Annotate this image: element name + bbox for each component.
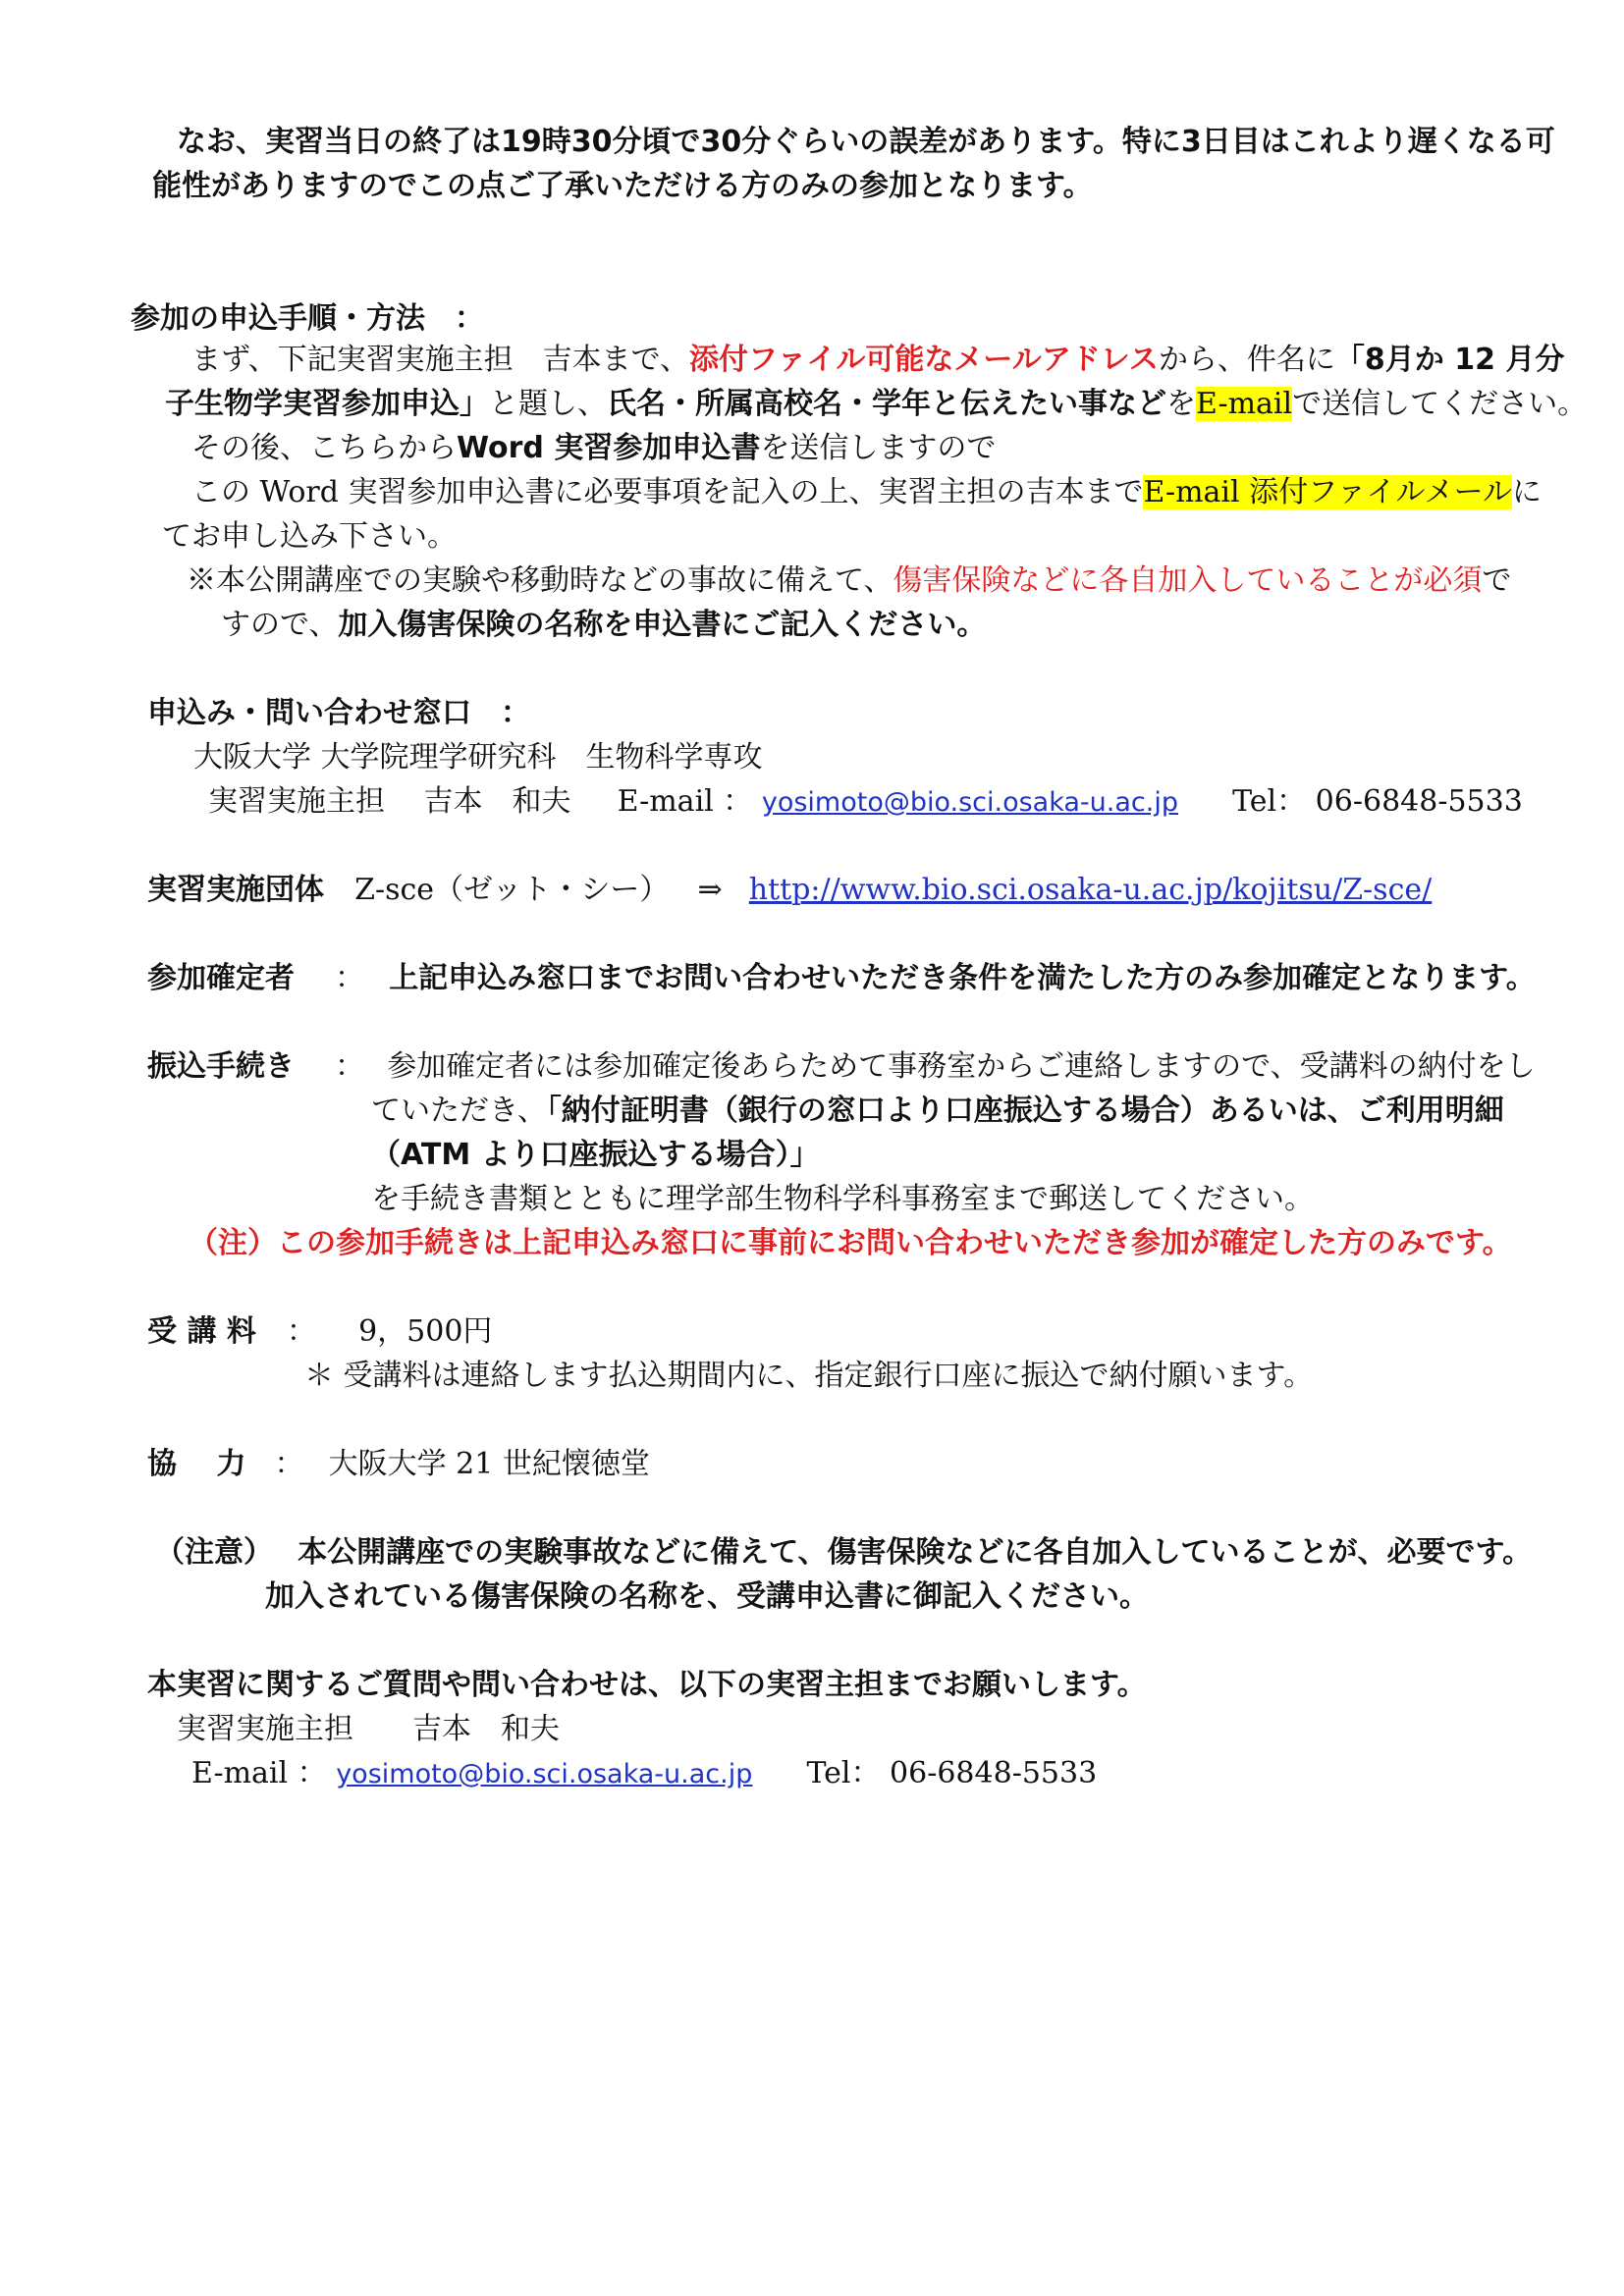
confirmed-colon: ： [335, 961, 365, 995]
inquiry-email-link[interactable]: yosimoto@bio.sci.osaka-u.ac.jp [336, 1759, 753, 1789]
group-line [147, 869, 1432, 912]
apply-line-4-text-b: に [1512, 475, 1543, 509]
group-url-link[interactable]: http://www.bio.sci.osaka-u.ac.jp/kojitsu/Z-sce/ [748, 873, 1433, 907]
apply-required-fields: 氏名・所属高校名・学年と伝えたい事など [607, 387, 1166, 421]
fee-amount: 9，500円 [358, 1314, 493, 1349]
caution-text-1: 本公開講座での実験事故などに備えて、傷害保険などに各自加入していることが、必要です。 [298, 1535, 1533, 1570]
apply-form-name: Word 実習参加申込書 [457, 431, 761, 465]
apply-line-6-text-b: で [1482, 563, 1512, 598]
apply-insurance-required: 傷害保険などに各自加入していることが必須 [893, 563, 1483, 598]
arrow-icon: ⇒ [697, 873, 723, 907]
apply-email-requirement: 添付ファイル可能なメールアドレス [689, 343, 1159, 377]
transfer-certificate: 「納付証明書（銀行の窓口より口座振込する場合）あるいは、ご利用明細 [546, 1094, 1504, 1128]
apply-line-5: てお申し込み下さい。 [162, 519, 457, 554]
contact-person: 実習実施主担 吉本 和夫 [208, 784, 571, 819]
cooperation-label: 協 力 [147, 1447, 246, 1481]
group-label: 実習実施団体 [147, 873, 324, 907]
cooperation-text: 大阪大学 21 世紀懐徳堂 [328, 1447, 650, 1481]
apply-line-1 [191, 339, 1564, 382]
fee-note: ＊ 受講料は連絡します払込期間内に、指定銀行口座に振込で納付願います。 [304, 1359, 1314, 1393]
apply-subject-start: 「8月か 12 月分 [1334, 343, 1565, 377]
inquiry-tel-label: Tel： [806, 1756, 881, 1790]
apply-line-2-text: と題し、 [489, 387, 607, 421]
apply-heading: 参加の申込手順・方法 ： [131, 301, 484, 336]
contact-heading: 申込み・問い合わせ窓口 ： [147, 696, 530, 730]
transfer-line-4: を手続き書類とともに理学部生物科学科事務室まで郵送してください。 [371, 1182, 1314, 1216]
fee-line [147, 1310, 492, 1354]
apply-line-2-text-b: を [1166, 387, 1196, 421]
transfer-line-2 [371, 1090, 1504, 1133]
inquiry-heading: 本実習に関するご質問や問い合わせは、以下の実習主担までお願いします。 [147, 1668, 1147, 1702]
apply-line-2 [165, 383, 1587, 426]
caution-label: （注意） [155, 1535, 273, 1570]
contact-tel: 06-6848-5533 [1315, 784, 1523, 819]
apply-line-6 [187, 560, 1511, 603]
notice-line-2: 能性がありますのでこの点ご了承いただける方のみの参加となります。 [152, 169, 1093, 203]
notice-line-1: なお、実習当日の終了は19時30分頃で30分ぐらいの誤差があります。特に3日目はこれより遅くなる可 [177, 125, 1555, 159]
apply-line-3 [191, 427, 996, 470]
caution-line-2: 加入されている傷害保険の名称を、受講申込書に御記入ください。 [265, 1579, 1149, 1614]
apply-line-6-text: ※本公開講座での実験や移動時などの事故に備えて、 [187, 563, 893, 598]
contact-organization: 大阪大学 大学院理学研究科 生物科学専攻 [193, 740, 763, 774]
fee-label: 受 講 料 [147, 1314, 256, 1349]
transfer-text-1: 参加確定者には参加確定後あらためて事務室からご連絡しますので、受講料の納付をし [387, 1049, 1536, 1084]
confirmed-text: 上記申込み窓口までお問い合わせいただき条件を満たした方のみ参加確定となります。 [389, 961, 1536, 995]
apply-line-3-text: その後、こちらから [191, 431, 457, 465]
apply-line-1-text: まず、下記実習実施主担 吉本まで、 [191, 343, 689, 377]
apply-line-7 [221, 604, 986, 647]
apply-line-3-text-b: を送信しますので [760, 431, 997, 465]
apply-insurance-instruction: 加入傷害保険の名称を申込書にご記入ください。 [338, 608, 987, 642]
caution-line-1 [155, 1531, 1532, 1575]
transfer-colon: ： [335, 1049, 365, 1084]
group-name: Z-sce（ゼット・シー） [354, 873, 670, 907]
transfer-line-1 [147, 1045, 1536, 1089]
apply-line-7-text: すので、 [221, 608, 339, 642]
contact-line [208, 780, 1523, 825]
cooperation-colon: ： [274, 1447, 304, 1481]
apply-line-2-text-c: で送信してください。 [1292, 387, 1588, 421]
apply-line-1-text-b: から、件名に [1158, 343, 1335, 377]
transfer-line-3: （ATM より口座振込する場合）」 [371, 1138, 820, 1172]
cooperation-line [147, 1443, 650, 1486]
apply-attachment-highlight: E-mail 添付ファイルメール [1143, 475, 1513, 509]
confirmed-line [147, 957, 1536, 1000]
inquiry-email-label: E-mail ： [191, 1756, 327, 1790]
contact-email-label: E-mail ： [617, 784, 753, 819]
transfer-label: 振込手続き [147, 1049, 295, 1084]
contact-tel-label: Tel： [1232, 784, 1307, 819]
fee-colon: ： [286, 1314, 316, 1349]
inquiry-person: 実習実施主担 吉本 和夫 [177, 1712, 560, 1746]
transfer-text-2: ていただき、 [371, 1094, 547, 1128]
confirmed-label: 参加確定者 [147, 961, 295, 995]
inquiry-contact-line [191, 1752, 1097, 1796]
apply-line-4-text: この Word 実習参加申込書に必要事項を記入の上、実習主担の吉本まで [191, 475, 1144, 509]
inquiry-tel: 06-6848-5533 [890, 1756, 1098, 1790]
apply-line-4 [191, 471, 1542, 514]
apply-email-highlight: E-mail [1196, 387, 1293, 421]
transfer-note: （注）この参加手続きは上記申込み窓口に事前にお問い合わせいただき参加が確定した方のみです。 [189, 1226, 1512, 1260]
apply-subject-end: 子生物学実習参加申込」 [165, 387, 489, 421]
contact-email-link[interactable]: yosimoto@bio.sci.osaka-u.ac.jp [761, 787, 1178, 818]
